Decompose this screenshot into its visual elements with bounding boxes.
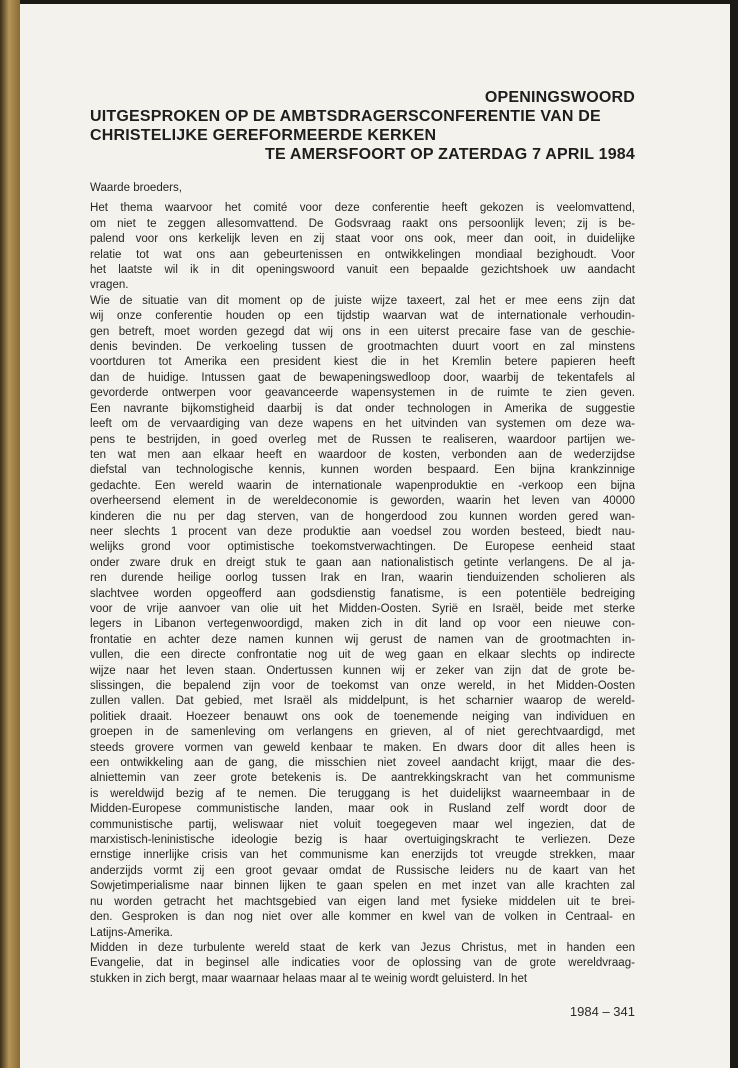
title-line-3: CHRISTELIJKE GEREFORMEERDE KERKEN xyxy=(90,127,437,144)
body-line: alniettemin van zeer grote betekenis is. De aantrekkingskracht van het communisme xyxy=(90,772,635,785)
body-line: steeds grovere vormen van geweld kenbaar te maken. En dwars door dit alles heen is xyxy=(90,741,635,754)
body-line: ren durende heilige oorlog tussen Irak en Iran, waarin tienduizenden scholieren als xyxy=(90,572,635,585)
body-line: het laatste wil ik in dit openingswoord vanuit een bepaalde gezichtshoek uw aandacht xyxy=(90,264,635,277)
document-body xyxy=(90,181,635,987)
body-line: is wereldwijd bezig af te nemen. Die teruggang is het duidelijkst waarneembaar in de xyxy=(90,787,635,800)
body-line: wijze naar het leven staan. Ondertussen kunnen wij er zeker van zijn dat de grote be- xyxy=(90,664,635,677)
body-line: Midden in deze turbulente wereld staat de kerk van Jezus Christus, met in handen een xyxy=(90,941,635,954)
body-line: Wie de situatie van dit moment op de juiste wijze taxeert, zal het er mee eens zijn dat xyxy=(90,294,635,307)
body-line: frontatie en achter deze namen kunnen wij gerust de namen van de grootmachten in- xyxy=(90,633,635,646)
body-line: marxistisch-leninistische ideologie bezig is haar overtuigingskracht te verliezen. Deze xyxy=(90,834,635,847)
body-line: voor de vrije aanvoer van olie uit het Midden-Oosten. Syrië en Israël, beide met sterke xyxy=(90,602,635,615)
body-line: communistische partij, weliswaar niet voluit toegegeven maar wel ingezien, dat de xyxy=(90,818,635,831)
body-line: wij onze conferentie houden op een tijdstip waarvan wat de internationale verhoudin- xyxy=(90,310,635,323)
body-line: relatie tot wat ons aan gebeurtenissen en ontwikkelingen mondiaal bezighoudt. Voor xyxy=(90,248,635,261)
body-line: diefstal van technologische kennis, kunnen worden bespaard. Een bijna krankzinnige xyxy=(90,464,635,477)
body-line: voortduren tot Amerika een president kiest die in het Kremlin betere papieren heeft xyxy=(90,356,635,369)
body-line: Evangelie, dat in beginsel alle indicaties voor de oplossing van de grote wereldvraag- xyxy=(90,957,635,970)
body-line: nu worden getracht het machtsgebied van eigen land met fysieke middelen uit te brei- xyxy=(90,895,635,908)
body-line: politiek draait. Hoezeer benauwt ons ook de toenemende neiging van individuen en xyxy=(90,710,635,723)
body-line: legers in Libanon vertegenwoordigd, maken zich in dit land op voor een nieuwe con- xyxy=(90,618,635,631)
body-line: kinderen die nu per dag sterven, van de hongerdood zou kunnen worden gered wan- xyxy=(90,510,635,523)
body-line: een ontwikkeling aan de gang, die misschien niet zoveel aandacht krijgt, maar die des- xyxy=(90,757,635,770)
body-line: denis bevinden. De verkoeling tussen de grootmachten duurt voort en zal minstens xyxy=(90,341,635,354)
body-line: Latijns-Amerika. xyxy=(90,926,173,939)
body-line: ten wat men aan elkaar heeft en waardoor de kosten, verbonden aan de wederzijdse xyxy=(90,448,635,461)
body-line: gevorderde ontwerpen voor geavanceerde wapensystemen in de ruimte te zien geven. xyxy=(90,387,635,400)
body-line: welijks grond voor optimistische toekomstverwachtingen. De Europese eenheid staat xyxy=(90,541,635,554)
body-line: neer slechts 1 procent van deze produktie aan voedsel zou worden besteed, biedt nau- xyxy=(90,525,635,538)
scan-right-border xyxy=(730,0,738,1068)
body-line: vragen. xyxy=(90,279,129,292)
body-line: ernstige innerlijke crisis van het communisme kan enerzijds tot vreugde strekken, maar xyxy=(90,849,635,862)
body-line: den. Gesproken is dan nog niet over alle kommer en kwel van de volken in Centraal- en xyxy=(90,911,635,924)
body-line: palend voor ons kerkelijk leven en zij staat voor ons ook, meer dan ooit, in duidelijke xyxy=(90,233,635,246)
body-line: gen betreft, moet worden gezegd dat wij ons in een uiterst precaire fase van de geschie- xyxy=(90,325,635,338)
body-line: leeft om de vervaardiging van deze wapens en het uitvinden van systemen om deze wa- xyxy=(90,418,635,431)
body-line: Het thema waarvoor het comité voor deze conferentie heeft gekozen is veelomvattend, xyxy=(90,202,635,215)
body-line: gedachte. Een wereld waarin de internationale wapenproduktie en -verkoop een bijna xyxy=(90,479,635,492)
page-number: 1984 – 341 xyxy=(569,1004,635,1019)
body-line: overheersend element in de wereldeconomie is geworden, waarin het leven van 40000 xyxy=(90,495,635,508)
body-line: groepen in de samenleving om verlangens en grieven, al of niet gerechtvaardigd, met xyxy=(90,726,635,739)
title-line-2: UITGESPROKEN OP DE AMBTSDRAGERSCONFERENTIE VAN DE xyxy=(90,108,601,125)
body-line: vullen, die een directe confrontatie nog uit de weg gaan en elkaar slechts op indirecte xyxy=(90,649,635,662)
body-line: Een navrante bijkomstigheid daarbij is dat onder technologen in Amerika de suggestie xyxy=(90,402,635,415)
body-line: onder zware druk en dreigt stuk te gaan aan nationalistisch getinte verlangens. De al ja- xyxy=(90,556,635,569)
body-line: dan de huidige. Intussen gaat de bewapeningswedloop door, waarbij de tekentafels al xyxy=(90,371,635,384)
body-line: slissingen, die bepalend zijn voor de toekomst van onze wereld, in het Midden-Oosten xyxy=(90,680,635,692)
body-line: slachtvee worden opgeofferd aan godsdienstig fanatisme, is een potentiële bedreiging xyxy=(90,587,635,600)
title-line-1: OPENINGSWOORD xyxy=(484,89,635,106)
body-line: Midden-Europese communistische landen, maar ook in Rusland zelf wordt door de xyxy=(90,803,635,816)
body-line: anderzijds vormt zij een groot gevaar omdat de Russische leiders nu de kaart van het xyxy=(90,864,635,877)
body-line: zullen vallen. Dat gebied, met Israël als middelpunt, is het scharnier waarop de wereld- xyxy=(90,695,635,708)
greeting: Waarde broeders, xyxy=(90,182,182,194)
body-line: Sowjetimperialisme naar binnen lijken te gaan spelen en met inzet van alle krachten zal xyxy=(90,880,635,893)
body-line: om niet te zeggen allesomvattend. De Godsvraag raakt ons persoonlijk leven; zij is be- xyxy=(90,217,635,230)
body-line: pens te bestrijden, in goed overleg met de Russen te realiseren, waardoor partijen we- xyxy=(90,433,635,446)
book-spine-edge xyxy=(0,0,20,1068)
body-line: stukken in zich bergt, maar waarnaar helaas maar al te weinig wordt geluisterd. In het xyxy=(90,972,528,985)
title-line-4: TE AMERSFOORT OP ZATERDAG 7 APRIL 1984 xyxy=(264,146,635,163)
document-title xyxy=(90,88,635,164)
